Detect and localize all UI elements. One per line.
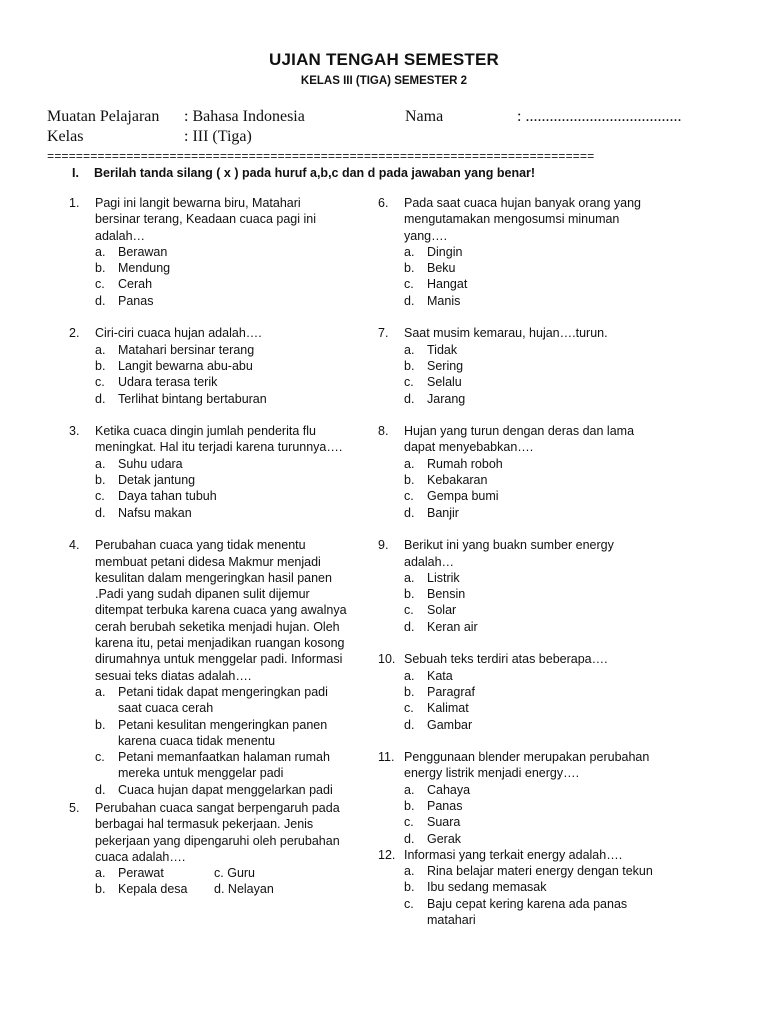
- option-row: [95, 865, 349, 881]
- option-b[interactable]: b. Bensin: [404, 587, 466, 602]
- question-number: 11.: [378, 750, 395, 765]
- question-number: 4.: [69, 538, 80, 553]
- option-b[interactable]: b. Mendung: [95, 261, 171, 276]
- class-value: : III (Tiga): [184, 128, 252, 145]
- exam-info: [47, 107, 717, 147]
- option-b[interactable]: b. Petani kesulitan mengeringkan panen karena cuaca tidak menentu: [95, 717, 328, 748]
- question-number: 3.: [69, 424, 80, 439]
- option-d[interactable]: d. Nafsu makan: [95, 505, 192, 520]
- question-text: Perubahan cuaca sangat berpengaruh pada berbagai hal termasuk pekerjaan. Jenis pekerjaan yang dipengaruhi oleh perubahan cuaca adalah….: [95, 800, 340, 864]
- instruction-text: Berilah tanda silang ( x ) pada huruf a,b,c dan d pada jawaban yang benar!: [94, 166, 536, 180]
- question-text: Pagi ini langit bewarna biru, Matahari bersinar terang, Keadaan cuaca pagi ini adalah…: [95, 196, 316, 243]
- instruction: [72, 166, 535, 180]
- option-a[interactable]: a. Dingin: [404, 244, 463, 259]
- question-11: [378, 749, 658, 847]
- question-3: [69, 423, 349, 521]
- option-a[interactable]: a. Suhu udara: [95, 456, 183, 471]
- question-number: 8.: [378, 424, 389, 439]
- question-9: [378, 537, 658, 635]
- subject-value: : Bahasa Indonesia: [184, 108, 305, 125]
- option-c[interactable]: c. Petani memanfaatkan halaman rumah mereka untuk menggelar padi: [95, 750, 330, 781]
- question-2: [69, 325, 349, 406]
- option-a[interactable]: a. Kata: [404, 668, 453, 683]
- question-12: [378, 847, 658, 928]
- option-b[interactable]: b. Sering: [404, 358, 464, 373]
- option-a[interactable]: a. Perawat: [95, 866, 164, 881]
- subject-label: Muatan Pelajaran: [47, 108, 160, 125]
- question-text: Penggunaan blender merupakan perubahan energy listrik menjadi energy….: [404, 750, 650, 781]
- option-c[interactable]: c. Selalu: [404, 375, 462, 390]
- class-label: Kelas: [47, 128, 84, 145]
- option-d[interactable]: d. Manis: [404, 293, 461, 308]
- question-number: 7.: [378, 326, 389, 341]
- option-a[interactable]: a. Cahaya: [404, 782, 471, 797]
- option-d[interactable]: d. Panas: [95, 293, 154, 308]
- option-a[interactable]: a. Berawan: [95, 244, 168, 259]
- option-c[interactable]: c. Guru: [214, 866, 256, 881]
- question-number: 12.: [378, 847, 396, 862]
- option-a[interactable]: a. Rina belajar materi energy dengan tekun: [404, 864, 653, 879]
- question-text: Pada saat cuaca hujan banyak orang yang mengutamakan mengosumsi minuman yang….: [404, 196, 641, 243]
- option-a[interactable]: a. Listrik: [404, 570, 460, 585]
- instruction-number: I.: [72, 166, 79, 180]
- option-c[interactable]: c. Daya tahan tubuh: [95, 489, 217, 504]
- exam-title: UJIAN TENGAH SEMESTER: [269, 50, 499, 69]
- option-row: [95, 881, 349, 897]
- option-b[interactable]: b. Detak jantung: [95, 473, 196, 488]
- option-d[interactable]: d. Terlihat bintang bertaburan: [95, 391, 267, 406]
- option-a[interactable]: a. Rumah roboh: [404, 456, 503, 471]
- option-a[interactable]: a. Matahari bersinar terang: [95, 342, 255, 357]
- question-10: [378, 651, 658, 732]
- question-text: Sebuah teks terdiri atas beberapa….: [404, 652, 608, 667]
- option-c[interactable]: c. Kalimat: [404, 701, 469, 716]
- question-text: Informasi yang terkait energy adalah….: [404, 847, 623, 862]
- question-8: [378, 423, 658, 521]
- question-text: Saat musim kemarau, hujan….turun.: [404, 326, 608, 341]
- question-text: Ciri-ciri cuaca hujan adalah….: [95, 326, 262, 341]
- option-a[interactable]: a. Petani tidak dapat mengeringkan padi saat cuaca cerah: [95, 684, 328, 716]
- option-d[interactable]: d. Cuaca hujan dapat menggelarkan padi: [95, 782, 333, 797]
- option-b[interactable]: b. Beku: [404, 261, 456, 276]
- option-c[interactable]: c. Solar: [404, 603, 457, 618]
- option-b[interactable]: b. Kebakaran: [404, 473, 488, 488]
- question-text: Hujan yang turun dengan deras dan lama dapat menyebabkan….: [404, 424, 635, 455]
- option-b[interactable]: b. Panas: [404, 798, 463, 813]
- option-b[interactable]: b. Paragraf: [404, 684, 475, 699]
- question-6: [378, 195, 658, 309]
- option-d[interactable]: d. Gambar: [404, 717, 473, 732]
- option-d[interactable]: d. Jarang: [404, 391, 466, 406]
- question-number: 10.: [378, 652, 396, 667]
- exam-subtitle: KELAS III (TIGA) SEMESTER 2: [300, 75, 468, 87]
- info-row-class: [47, 127, 717, 147]
- option-d[interactable]: d. Nelayan: [214, 882, 274, 897]
- question-number: 5.: [69, 800, 80, 815]
- option-c[interactable]: c. Cerah: [95, 277, 153, 292]
- option-c[interactable]: c. Baju cepat kering karena ada panas matahari: [404, 896, 628, 928]
- option-d[interactable]: d. Keran air: [404, 619, 478, 634]
- option-c[interactable]: c. Udara terasa terik: [95, 375, 218, 390]
- info-row-subject: [47, 107, 717, 127]
- questions-left-column: [69, 195, 349, 898]
- question-text: Ketika cuaca dingin jumlah penderita flu meningkat. Hal itu terjadi karena turunnya….: [95, 424, 343, 455]
- question-text: Perubahan cuaca yang tidak menentu membuat petani didesa Makmur menjadi kesulitan dalam mengeringkan hasil panen .Padi yang sudah dipanen sulit dijemur ditempat terbuka karena cuaca yang awalnya cerah berubah seketika menjadi hujan. Oleh karena itu, petai menjadikan ruangan kosong dirumahnya untuk menggelar padi. Informasi sesuai teks diatas adalah….: [95, 538, 347, 683]
- option-a[interactable]: a. Tidak: [404, 342, 458, 357]
- question-7: [378, 325, 658, 406]
- question-number: 1.: [69, 196, 80, 210]
- question-number: 9.: [378, 538, 389, 553]
- name-label: Nama: [405, 108, 444, 125]
- option-c[interactable]: c. Hangat: [404, 277, 468, 292]
- question-4: [69, 537, 349, 798]
- questions-right-column: [378, 195, 658, 928]
- option-d[interactable]: d. Gerak: [404, 831, 462, 846]
- question-1: [69, 195, 349, 309]
- option-d[interactable]: d. Banjir: [404, 505, 459, 520]
- divider-line: ============================================================================: [47, 150, 595, 164]
- name-field[interactable]: : .......................................: [517, 108, 682, 125]
- question-number: 2.: [69, 326, 80, 341]
- option-b[interactable]: b. Langit bewarna abu-abu: [95, 358, 253, 373]
- option-c[interactable]: c. Suara: [404, 815, 461, 830]
- question-text: Berikut ini yang buakn sumber energy adalah…: [404, 538, 614, 569]
- option-b[interactable]: b. Ibu sedang memasak: [404, 880, 547, 895]
- question-5: [69, 800, 349, 898]
- option-b[interactable]: b. Kepala desa: [95, 882, 188, 897]
- option-c[interactable]: c. Gempa bumi: [404, 489, 499, 504]
- question-number: 6.: [378, 196, 389, 210]
